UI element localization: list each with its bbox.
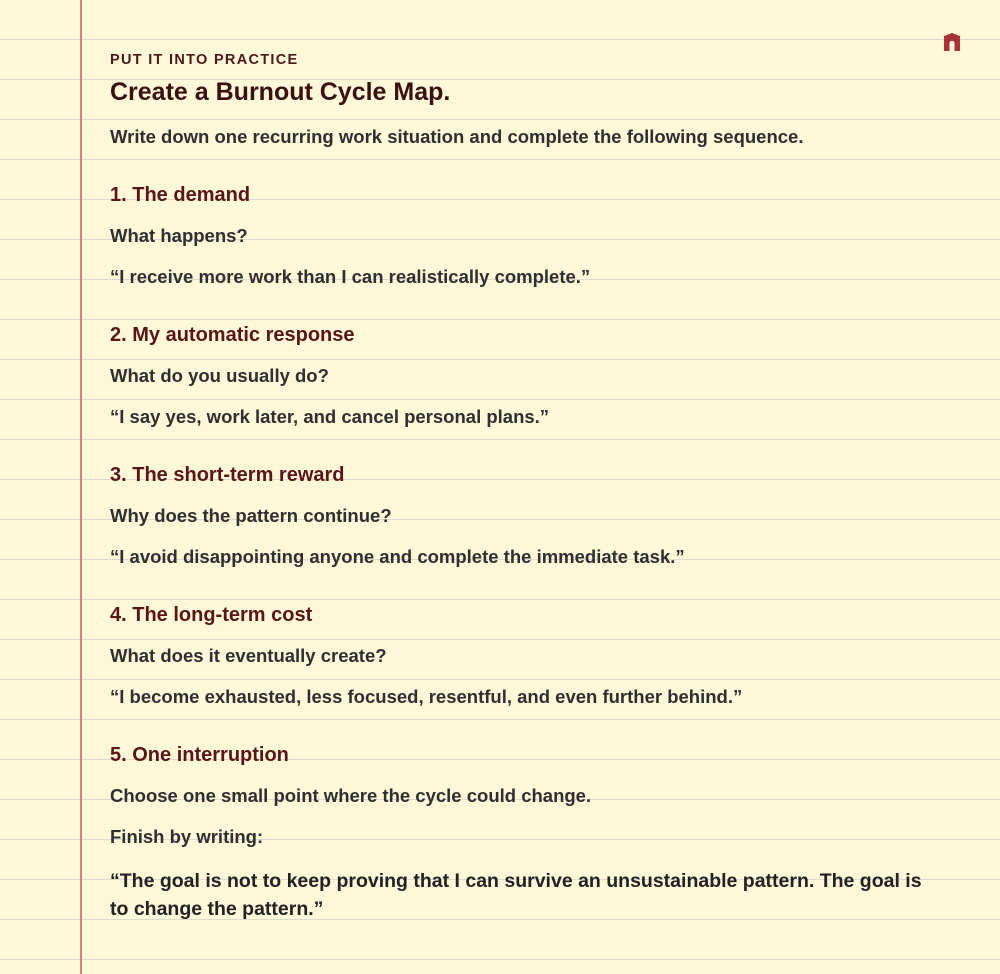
step-3-title: 3. The short-term reward (110, 464, 345, 486)
step-2-title: 2. My automatic response (110, 324, 355, 346)
step-4-title: 4. The long-term cost (110, 604, 313, 626)
step-4-question: What does it eventually create? (110, 645, 387, 666)
step-5-instruction: Choose one small point where the cycle could change. (110, 785, 592, 806)
page-title: Create a Burnout Cycle Map. (110, 78, 451, 106)
step-3-answer: “I avoid disappointing anyone and complete the immediate task.” (110, 546, 685, 567)
step-3-question: Why does the pattern continue? (110, 505, 392, 526)
step-2-answer: “I say yes, work later, and cancel personal plans.” (110, 406, 550, 427)
step-2-question: What do you usually do? (110, 365, 329, 386)
intro-text: Write down one recurring work situation and complete the following sequence. (110, 126, 804, 147)
shield-icon (942, 32, 962, 52)
step-5-prompt: Finish by writing: (110, 826, 264, 847)
closing-quote: “The goal is not to keep proving that I can survive an unsustainable pattern. The goal is to change the pattern.” (110, 870, 922, 920)
step-5-title: 5. One interruption (110, 744, 289, 766)
step-1-answer: “I receive more work than I can realistically complete.” (110, 266, 591, 287)
margin-line (80, 0, 82, 974)
step-1-question: What happens? (110, 225, 248, 246)
step-1-title: 1. The demand (110, 184, 251, 206)
step-4-answer: “I become exhausted, less focused, resentful, and even further behind.” (110, 686, 743, 707)
section-eyebrow: PUT IT INTO PRACTICE (110, 52, 299, 68)
